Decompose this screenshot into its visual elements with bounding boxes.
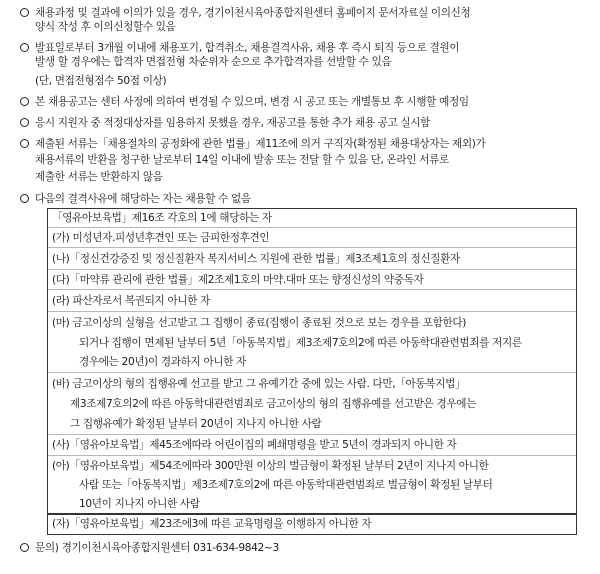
item-1-line-1: 채용과정 및 결과에 이의가 있을 경우, 경기이천시육아종합지원센터 홈페이지 문서자료실 이의신청 <box>20 6 470 20</box>
item-1-line-2: 양식 작성 후 이의신청할수 있음 <box>35 21 176 33</box>
table-row <box>48 247 576 270</box>
table-row <box>48 372 576 435</box>
item-2-line-3: (단, 면접전형점수 50점 이상) <box>35 75 167 87</box>
disq-line: 제3조제7호의2에 따른 아동학대관련범죄로 금고이상의 형의 집행유예를 선고받은 경우에는 <box>70 398 476 410</box>
item-2-line-1: 발표일로부터 3개월 이내에 채용포기, 합격취소, 채용결격사유, 채용 후 즉시 퇴직 등으로 결원이 <box>20 41 459 55</box>
item-5-line-3: 제출한 서류는 반환하지 않음 <box>35 171 163 183</box>
disq-line: 「영유아보육법」제16조 각호의 1에 해당하는 자 <box>52 212 272 224</box>
item-4-line-1: 응시 지원자 중 적정대상자를 임용하지 못했을 경우, 재공고를 통한 추가 채용 공고 실시함 <box>20 116 430 130</box>
disq-line: (아)「영유아보육법」제54조에따라 300만원 이상의 벌금형이 확정된 날부터 2년이 지나지 아니한 <box>52 460 489 472</box>
disq-line: (나)「정신건강증진 및 정신질환자 복지서비스 지원에 관한 법률」제3조제1호의 정신질환자 <box>52 253 460 265</box>
disq-line: (가) 미성년자.피성년후견인 또는 금피한정후견인 <box>52 232 270 244</box>
table-row <box>48 227 576 248</box>
disq-line: 10년이 지나지 아니한 사람 <box>79 498 200 510</box>
bullet-circle-icon <box>20 97 29 106</box>
table-row <box>48 289 576 312</box>
item-5-line-2: 채용서류의 반환을 청구한 날로부터 14일 이내에 발송 또는 전달 할 수 있음 단, 온라인 서류로 <box>35 154 449 166</box>
disq-line: (다)「마약류 관리에 관한 법률」제2조제1호의 마약.대마 또는 향정신성의 약중독자 <box>52 274 424 286</box>
bullet-circle-icon <box>20 194 29 203</box>
table-row <box>48 455 576 515</box>
disq-line: 되거나 집행이 면제된 날부터 5년「아동복지법」제3조제7호의2에 따른 아동학대관련범죄를 저지른 <box>79 337 522 349</box>
item-5-line-1: 제출된 서류는「채용절차의 공정화에 관한 법률」제11조에 의거 구직자(확정된 채용대상자는 제외)가 <box>20 137 485 151</box>
disq-line: (마) 금고이상의 실형을 선고받고 그 집행이 종료(집행이 종료된 것으로 보는 경우를 포함한다) <box>52 317 467 329</box>
item-2-line-2: 발생 할 경우에는 합격자 면접전형 차순위자 순으로 추가합격자를 선발할 수 있음 <box>35 56 392 68</box>
disq-line: (사)「영유아보육법」제45조에따라 어린이집의 폐쇄명령을 받고 5년이 경과되지 아니한 자 <box>52 439 457 451</box>
disq-line: 경우에는 20년)이 경과하지 아니한 자 <box>79 356 247 368</box>
table-row <box>48 269 576 290</box>
disqualification-table <box>47 208 577 515</box>
table-row <box>48 209 576 227</box>
item-3-line-1: 본 채용공고는 센터 사정에 의하여 변경될 수 있으며, 변경 시 공고 또는 개별통보 후 시행할 예정임 <box>20 95 469 109</box>
table-row <box>48 311 576 373</box>
disqualification-table-last-row <box>47 513 577 535</box>
contact-line: 문의) 경기이천시육아종합지원센터 031-634-9842~3 <box>20 541 279 555</box>
disq-line: (바) 금고이상의 형의 집행유예 선고를 받고 그 유예기간 중에 있는 사람. 다만,「아동복지법」 <box>52 378 466 390</box>
disq-line: (자)「영유아보육법」제23조에3에 따른 교육명령을 이행하지 아니한 자 <box>52 518 372 530</box>
disq-line: (라) 파산자로서 복권되지 아니한 자 <box>52 295 211 307</box>
disq-line: 그 집행유예가 확정된 날부터 20년이 지나지 아니한 사람 <box>70 418 322 430</box>
disq-line: 사람 또는「아동복지법」제3조제7호의2에 따른 아동학대관련범죄로 벌금형이 확정된 날부터 <box>79 479 493 491</box>
bullet-circle-icon <box>20 543 29 552</box>
bullet-circle-icon <box>20 118 29 127</box>
item-6-line-1: 다음의 결격사유에 해당하는 자는 채용할 수 없음 <box>20 192 251 206</box>
bullet-circle-icon <box>20 139 29 148</box>
table-row <box>48 434 576 456</box>
bullet-circle-icon <box>20 8 29 17</box>
bullet-circle-icon <box>20 43 29 52</box>
